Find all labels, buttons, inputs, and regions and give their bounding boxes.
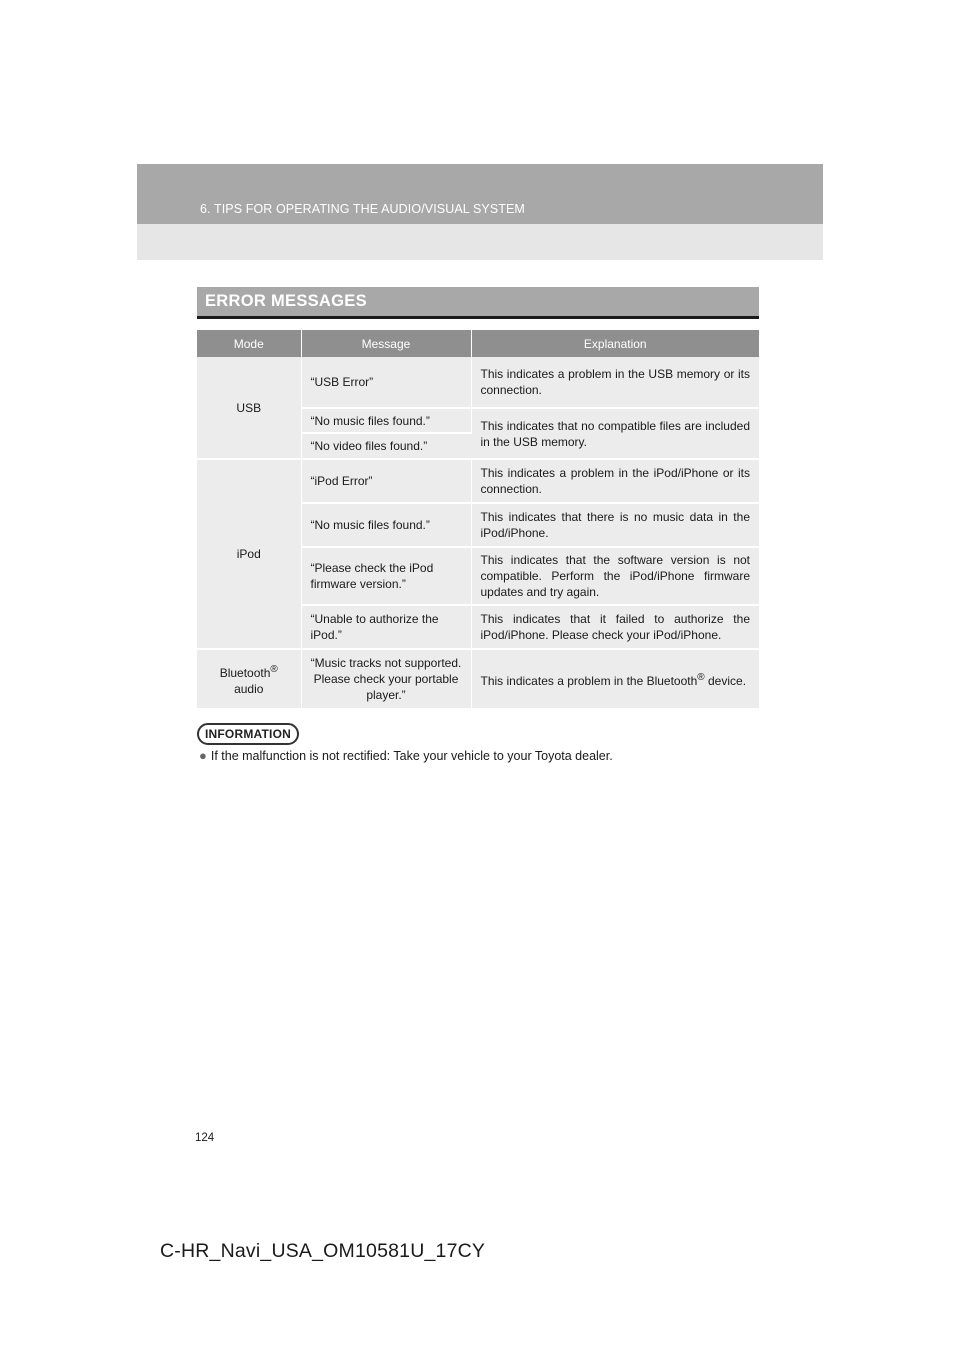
message-cell: “USB Error” bbox=[301, 357, 471, 408]
message-cell: “No video files found.” bbox=[301, 433, 471, 459]
explanation-cell: This indicates that there is no music data in the iPod/iPhone. bbox=[471, 503, 759, 547]
page-number: 124 bbox=[195, 1132, 215, 1144]
message-cell: “No music files found.” bbox=[301, 408, 471, 433]
mode-name: Bluetooth bbox=[219, 665, 271, 680]
document-code: C-HR_Navi_USA_OM10581U_17CY bbox=[160, 1240, 486, 1262]
explanation-cell: This indicates a problem in the USB memory or its connection. bbox=[471, 357, 759, 408]
explanation-cell: This indicates a problem in the iPod/iPhone or its connection. bbox=[471, 459, 759, 503]
mode-cell-bluetooth-audio bbox=[197, 649, 301, 709]
mode-cell-ipod: iPod bbox=[197, 459, 301, 649]
section-title: ERROR MESSAGES bbox=[205, 292, 367, 310]
message-cell: “No music files found.” bbox=[301, 503, 471, 547]
message-cell: “iPod Error” bbox=[301, 459, 471, 503]
explanation-cell: This indicates that no compatible files are included in the USB memory. bbox=[471, 408, 759, 459]
explanation-cell bbox=[471, 649, 759, 709]
column-header-message: Message bbox=[301, 330, 471, 357]
information-badge: INFORMATION bbox=[197, 723, 299, 745]
chapter-header-bar bbox=[137, 164, 823, 224]
explanation-cell: This indicates that the software version is not compatible. Perform the iPod/iPhone firmware updates and try again. bbox=[471, 547, 759, 605]
section-title-bar bbox=[197, 287, 759, 319]
explanation-cell: This indicates that it failed to authorize the iPod/iPhone. Please check your iPod/iPhone. bbox=[471, 605, 759, 649]
mode-suffix: audio bbox=[234, 681, 264, 696]
error-messages-table bbox=[197, 330, 759, 710]
message-cell: “Please check the iPod firmware version.” bbox=[301, 547, 471, 605]
explanation-text: This indicates a problem in the Bluetooth bbox=[480, 673, 698, 688]
registered-mark: ® bbox=[697, 671, 705, 683]
section-path: 6. TIPS FOR OPERATING THE AUDIO/VISUAL SYSTEM bbox=[200, 202, 525, 216]
bullet-icon: ● bbox=[199, 748, 207, 763]
registered-mark: ® bbox=[270, 663, 278, 675]
message-cell: “Unable to authorize the iPod.” bbox=[301, 605, 471, 649]
information-text: If the malfunction is not rectified: Take your vehicle to your Toyota dealer. bbox=[210, 749, 613, 763]
table-header-row bbox=[197, 330, 759, 357]
column-header-mode: Mode bbox=[197, 330, 301, 357]
column-header-explanation: Explanation bbox=[471, 330, 759, 357]
chapter-header bbox=[137, 164, 823, 260]
mode-cell-usb: USB bbox=[197, 357, 301, 459]
table-row bbox=[197, 357, 759, 408]
table-row bbox=[197, 649, 759, 709]
information-item bbox=[199, 748, 759, 763]
table-row bbox=[197, 459, 759, 503]
message-cell: “Music tracks not supported. Please check your portable player.” bbox=[301, 649, 471, 709]
explanation-text-end: device. bbox=[704, 673, 747, 688]
